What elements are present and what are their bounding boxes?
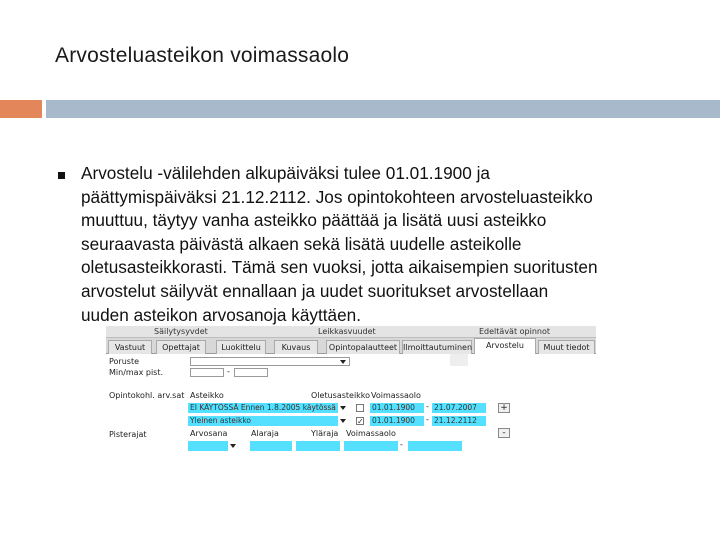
tab-muut-tiedot[interactable]: Muut tiedot — [538, 340, 595, 354]
pisterajat-label: Pisterajat — [109, 430, 147, 439]
dropdown-arrow-icon[interactable] — [230, 444, 236, 448]
tab-luokittelu[interactable]: Luokittelu — [216, 340, 266, 354]
tab-vastuut[interactable]: Vastuut — [108, 340, 152, 354]
end-date-row2[interactable]: 21.12.2112 — [432, 416, 486, 426]
bullet-text — [81, 162, 696, 327]
start-date-row2[interactable]: 01.01.1900 — [370, 416, 424, 426]
date-range-dash: - — [400, 440, 403, 449]
tab-ilmoittautuminen[interactable]: Ilmoittautuminen — [402, 340, 472, 354]
accent-bar-orange — [0, 100, 42, 118]
tab-sailytysyvdet[interactable]: Säilytysyvdet — [154, 327, 208, 336]
bullet-line: seuraavasta päivästä alkaen sekä lisätä uudelle asteikolle — [81, 233, 522, 254]
blank-panel — [450, 354, 468, 366]
start-date-row1[interactable]: 01.01.1900 — [370, 403, 424, 413]
oletusasteikko-header: Oletusasteikko — [311, 391, 371, 400]
bullet-icon — [58, 172, 65, 179]
accent-bar-blue — [46, 100, 720, 118]
default-scale-checkbox[interactable]: ✓ — [357, 417, 364, 426]
bullet-line: päättymispäiväksi 21.12.2112. Jos opintokohteen arvosteluasteikko — [81, 186, 593, 207]
tab-kuvaus[interactable]: Kuvaus — [274, 340, 318, 354]
scale-select-row1[interactable]: EI KÄYTÖSSÄ Ennen 1.8.2005 käytössä — [188, 403, 338, 413]
bullet-line: arvostelut säilyvät ennallaan ja uudet suoritukset arvostellaan — [81, 280, 549, 301]
range-dash: - — [227, 367, 230, 376]
voimassaolo2-header: Voimassaolo — [346, 429, 396, 438]
poruste-select[interactable] — [190, 357, 350, 366]
min-points-input[interactable] — [190, 368, 224, 377]
upper-limit-input[interactable] — [296, 441, 340, 451]
date-range-dash: - — [426, 415, 429, 424]
tab-opintopalautteet[interactable]: Opintopalautteet — [326, 340, 400, 354]
lower-limit-input[interactable] — [250, 441, 292, 451]
bullet-line: uuden asteikon arvosanoja käyttäen. — [81, 304, 361, 325]
dropdown-arrow-icon[interactable] — [340, 406, 346, 410]
app-screenshot — [106, 326, 596, 462]
voimassaolo-header: Voimassaolo — [371, 391, 421, 400]
tab-leikkasvuudet[interactable]: Leikkasvuudet — [318, 327, 376, 336]
default-scale-checkbox[interactable] — [356, 404, 364, 412]
remove-row-button[interactable]: - — [498, 428, 510, 438]
grade-end-date[interactable] — [408, 441, 462, 451]
tab-opettajat[interactable]: Opettajat — [156, 340, 206, 354]
dropdown-arrow-icon[interactable] — [340, 360, 346, 364]
grade-start-date[interactable] — [344, 441, 398, 451]
asteikko-header: Asteikko — [190, 391, 224, 400]
add-row-button[interactable]: + — [498, 403, 510, 413]
dropdown-arrow-icon[interactable] — [340, 419, 346, 423]
ylaraja-header: Yläraja — [311, 429, 339, 438]
scale-select-row2[interactable]: Yleinen asteikko — [188, 416, 338, 426]
tab-row-main — [106, 338, 596, 354]
bullet-line: oletusasteikkorasti. Tämä sen vuoksi, jotta aikaisempien suoritusten — [81, 257, 598, 278]
bullet-line: muuttuu, täytyy vanha asteikko päättää ja lisätä uusi asteikko — [81, 210, 547, 231]
alaraja-header: Alaraja — [251, 429, 279, 438]
bullet-line: Arvostelu -välilehden alkupäiväksi tulee 01.01.1900 ja — [81, 163, 490, 183]
minmax-label: Min/max pist. — [109, 368, 164, 377]
opintokohteen-label: Opintokohl. arv.sat — [109, 391, 185, 400]
grade-select[interactable] — [188, 441, 228, 451]
tab-arvostelu[interactable]: Arvostelu — [474, 338, 536, 354]
arvosana-header: Arvosana — [190, 429, 228, 438]
max-points-input[interactable] — [234, 368, 268, 377]
end-date-row1[interactable]: 21.07.2007 — [432, 403, 486, 413]
slide-title: Arvosteluasteikon voimassaolo — [55, 44, 350, 67]
tab-row-top — [106, 326, 596, 338]
poruste-label: Poruste — [109, 357, 140, 366]
date-range-dash: - — [426, 402, 429, 411]
tab-edeltavat-opinnot[interactable]: Edeltävät opinnot — [479, 327, 550, 336]
